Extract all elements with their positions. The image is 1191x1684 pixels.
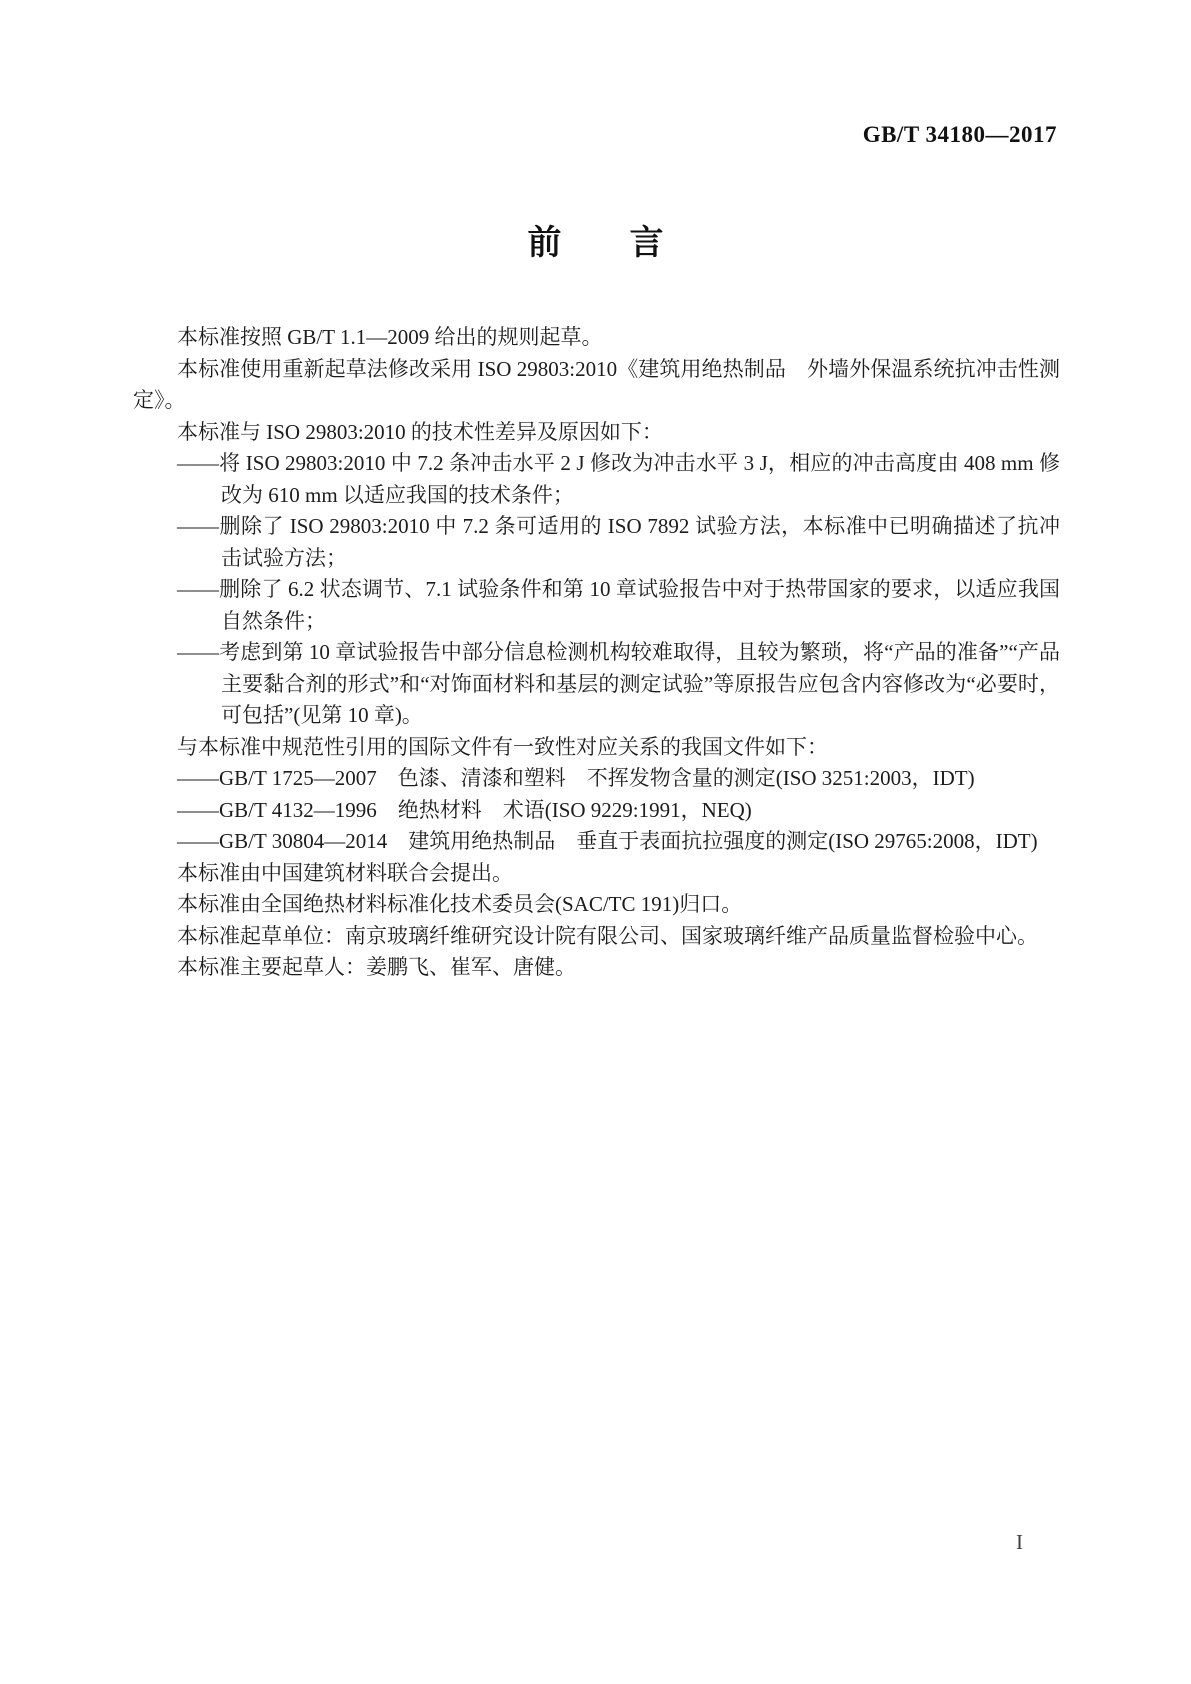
- dash-item: ——将 ISO 29803:2010 中 7.2 条冲击水平 2 J 修改为冲击水平 3 J，相应的冲击高度由 408 mm 修改为 610 mm 以适应我国的技术条件；: [177, 451, 1060, 507]
- standard-code-header: GB/T 34180—2017: [862, 122, 1057, 147]
- paragraph: 本标准由中国建筑材料联合会提出。: [177, 860, 513, 885]
- dash-item: ——删除了 6.2 状态调节、7.1 试验条件和第 10 章试验报告中对于热带国家的要求，以适应我国自然条件；: [177, 577, 1060, 633]
- paragraph: 本标准按照 GB/T 1.1—2009 给出的规则起草。: [177, 325, 603, 349]
- dash-item: ——GB/T 30804—2014 建筑用绝热制品 垂直于表面抗拉强度的测定(ISO 29765:2008，IDT): [177, 829, 1038, 853]
- page-title: 前 言: [527, 224, 664, 262]
- dash-item: ——GB/T 1725—2007 色漆、清漆和塑料 不挥发物含量的测定(ISO 3251:2003，IDT): [177, 766, 975, 790]
- dash-item: ——GB/T 4132—1996 绝热材料 术语(ISO 9229:1991，NEQ): [177, 797, 752, 822]
- paragraph: 本标准由全国绝热材料标准化技术委员会(SAC/TC 191)归口。: [177, 892, 743, 916]
- document-body: [133, 322, 1060, 984]
- dash-item: ——考虑到第 10 章试验报告中部分信息检测机构较难取得，且较为繁琐，将“产品的准备”“产品主要黏合剂的形式”和“对饰面材料和基层的测定试验”等原报告应包含内容修改为“必要时，可包括”(见第 10 章)。: [177, 640, 1060, 727]
- page-number: I: [1016, 1530, 1023, 1554]
- paragraph: 本标准起草单位：南京玻璃纤维研究设计院有限公司、国家玻璃纤维产品质量监督检验中心。: [177, 923, 1038, 948]
- paragraph: 与本标准中规范性引用的国际文件有一致性对应关系的我国文件如下：: [177, 734, 828, 759]
- paragraph: 本标准主要起草人：姜鹏飞、崔军、唐健。: [177, 955, 576, 979]
- paragraph: 本标准与 ISO 29803:2010 的技术性差异及原因如下：: [177, 419, 663, 444]
- paragraph: 本标准使用重新起草法修改采用 ISO 29803:2010《建筑用绝热制品 外墙外保温系统抗冲击性测定》。: [133, 356, 1060, 412]
- dash-item: ——删除了 ISO 29803:2010 中 7.2 条可适用的 ISO 7892 试验方法，本标准中已明确描述了抗冲击试验方法；: [177, 514, 1060, 570]
